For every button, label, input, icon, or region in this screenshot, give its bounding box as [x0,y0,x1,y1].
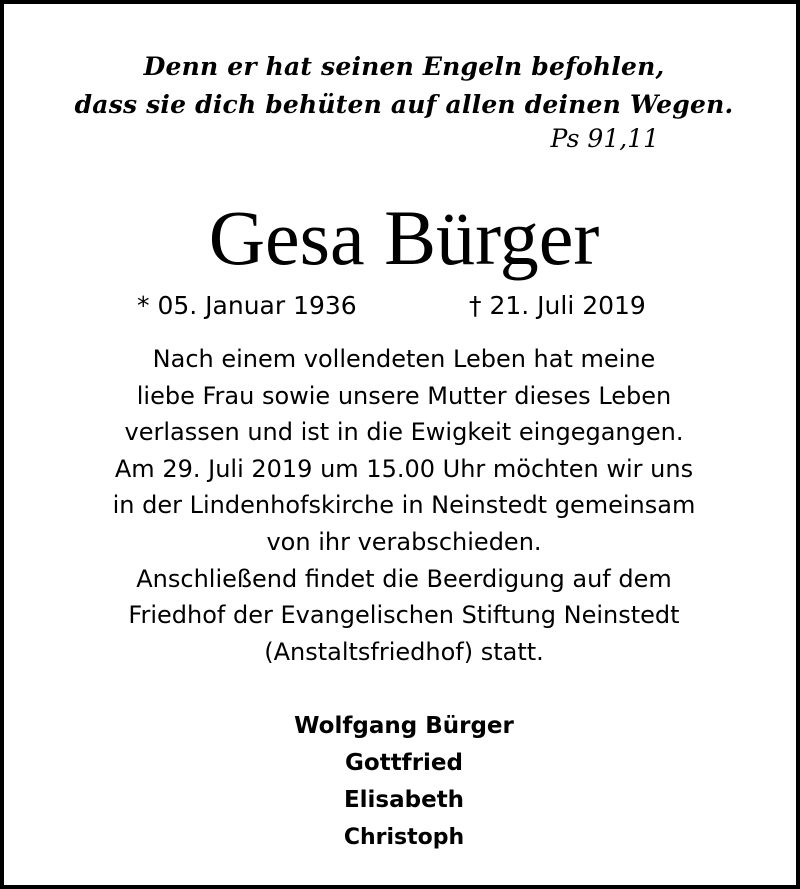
mourner-name: Wolfgang Bürger [294,713,514,739]
mourner-name: Christoph [343,825,465,850]
message-line-5: in der Lindenhofskirche in Neinstedt gemeinsam [112,491,696,520]
message-line-7: Anschließend findet die Beerdigung auf dem [136,564,672,593]
message-line-8: Friedhof der Evangelischen Stiftung Neinstedt [128,601,680,630]
verse-reference: Ps 91,11 [550,124,659,153]
message-line-2: liebe Frau sowie unsere Mutter dieses Leben [136,381,672,410]
death-date: † 21. Juli 2019 [469,291,646,320]
message-line-4: Am 29. Juli 2019 um 15.00 Uhr möchten wir uns [114,454,694,483]
verse-line-1: Denn er hat seinen Engeln befohlen, [143,52,665,81]
message-line-9: (Anstaltsfriedhof) statt. [264,637,544,666]
message-line-6: von ihr verabschieden. [266,527,542,556]
verse-line-2: dass sie dich behüten auf allen deinen Wegen. [74,90,734,119]
mourner-name: Gottfried [345,750,463,776]
bible-verse [4,48,800,124]
life-dates [4,286,800,326]
message-line-3: verlassen und ist in die Ewigkeit eingegangen. [124,418,684,447]
deceased-name: Gesa Bürger [208,194,600,281]
mourner-name: Elisabeth [343,787,465,813]
mourners-list [4,708,800,856]
birth-date: * 05. Januar 1936 [137,291,357,320]
obituary-message [4,341,800,670]
message-line-1: Nach einem vollendeten Leben hat meine [152,345,656,373]
